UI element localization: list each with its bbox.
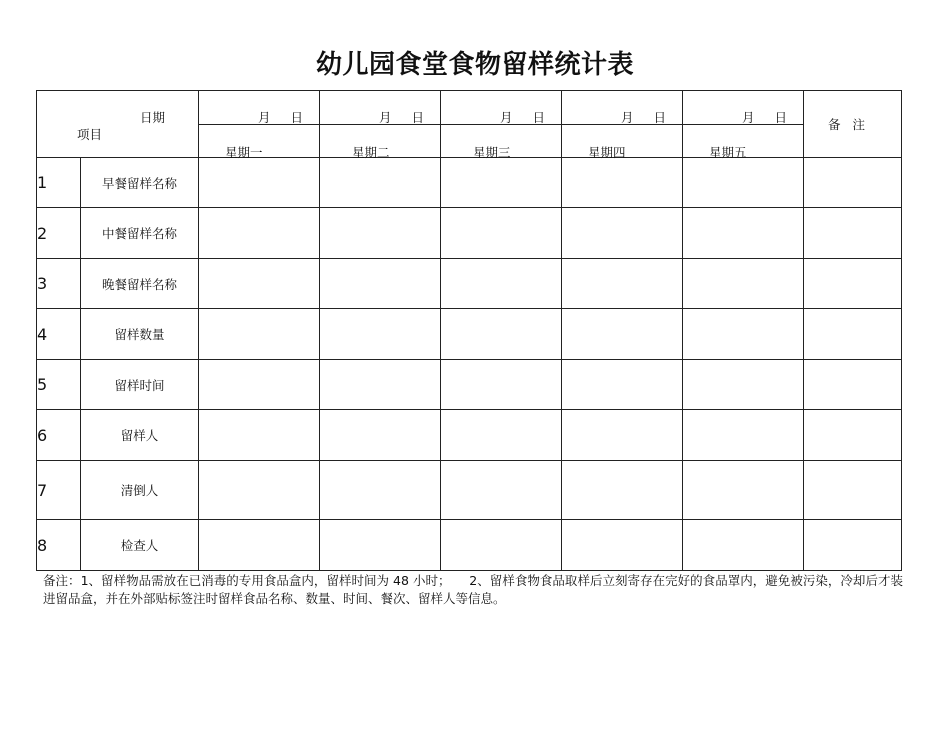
entry-cell[interactable]: [441, 309, 562, 360]
entry-cell[interactable]: [199, 208, 320, 259]
table-row: [37, 259, 902, 309]
month-label: 月: [257, 110, 271, 125]
table-row: [37, 208, 902, 259]
entry-cell[interactable]: [562, 158, 683, 208]
weekday-label: 星期五: [709, 145, 747, 160]
entry-cell[interactable]: [199, 461, 320, 520]
entry-cell[interactable]: [683, 461, 804, 520]
date-cell-mon[interactable]: [199, 91, 320, 125]
remark-cell[interactable]: [804, 309, 902, 360]
entry-cell[interactable]: [562, 410, 683, 461]
entry-cell[interactable]: [199, 158, 320, 208]
entry-cell[interactable]: [683, 410, 804, 461]
entry-cell[interactable]: [320, 520, 441, 571]
remark-cell[interactable]: [804, 158, 902, 208]
date-header-label: 日期: [140, 110, 166, 125]
entry-cell[interactable]: [562, 208, 683, 259]
remark-cell[interactable]: [804, 520, 902, 571]
remark-cell[interactable]: [804, 410, 902, 461]
entry-cell[interactable]: [562, 461, 683, 520]
sample-record-table: [36, 90, 902, 571]
table-row: [37, 520, 902, 571]
entry-cell[interactable]: [683, 360, 804, 410]
entry-cell[interactable]: [683, 259, 804, 309]
row-item-label: 清倒人: [81, 461, 199, 520]
date-cell-thu[interactable]: [562, 91, 683, 125]
remark-cell[interactable]: [804, 208, 902, 259]
date-cell-tue[interactable]: [320, 91, 441, 125]
row-item-label: 留样时间: [81, 360, 199, 410]
entry-cell[interactable]: [320, 259, 441, 309]
row-item-label: 中餐留样名称: [81, 208, 199, 259]
entry-cell[interactable]: [320, 410, 441, 461]
weekday-label: 星期三: [473, 145, 511, 160]
entry-cell[interactable]: [320, 309, 441, 360]
entry-cell[interactable]: [199, 360, 320, 410]
header-corner-cell: [37, 91, 199, 158]
month-label: 月: [741, 110, 755, 125]
entry-cell[interactable]: [441, 520, 562, 571]
entry-cell[interactable]: [441, 410, 562, 461]
day-label: 日: [411, 110, 424, 125]
entry-cell[interactable]: [683, 158, 804, 208]
row-number: 1: [37, 158, 81, 208]
entry-cell[interactable]: [320, 461, 441, 520]
row-item-label: 检查人: [81, 520, 199, 571]
item-header-label: 项目: [77, 127, 103, 142]
row-number: 6: [37, 410, 81, 461]
table-row: [37, 461, 902, 520]
weekday-label: 星期二: [352, 145, 390, 160]
entry-cell[interactable]: [199, 259, 320, 309]
entry-cell[interactable]: [199, 410, 320, 461]
weekday-cell: [562, 125, 683, 158]
entry-cell[interactable]: [683, 208, 804, 259]
entry-cell[interactable]: [199, 309, 320, 360]
remark-cell[interactable]: [804, 461, 902, 520]
row-number: 2: [37, 208, 81, 259]
weekday-cell: [320, 125, 441, 158]
entry-cell[interactable]: [562, 360, 683, 410]
month-label: 月: [499, 110, 513, 125]
entry-cell[interactable]: [441, 360, 562, 410]
row-number: 8: [37, 520, 81, 571]
entry-cell[interactable]: [562, 259, 683, 309]
row-item-label: 晚餐留样名称: [81, 259, 199, 309]
date-cell-wed[interactable]: [441, 91, 562, 125]
entry-cell[interactable]: [683, 520, 804, 571]
row-item-label: 留样人: [81, 410, 199, 461]
day-label: 日: [774, 110, 787, 125]
weekday-cell: [199, 125, 320, 158]
table-row: [37, 360, 902, 410]
day-label: 日: [290, 110, 303, 125]
table-row: [37, 309, 902, 360]
entry-cell[interactable]: [320, 208, 441, 259]
weekday-cell: [441, 125, 562, 158]
entry-cell[interactable]: [441, 461, 562, 520]
table-row: [37, 410, 902, 461]
page-title: 幼儿园食堂食物留样统计表: [315, 50, 634, 80]
row-number: 7: [37, 461, 81, 520]
entry-cell[interactable]: [683, 309, 804, 360]
month-label: 月: [620, 110, 634, 125]
row-item-label: 留样数量: [81, 309, 199, 360]
table-row: [37, 158, 902, 208]
weekday-label: 星期一: [225, 145, 263, 160]
date-cell-fri[interactable]: [683, 91, 804, 125]
row-item-label: 早餐留样名称: [81, 158, 199, 208]
row-number: 3: [37, 259, 81, 309]
month-label: 月: [378, 110, 392, 125]
entry-cell[interactable]: [441, 208, 562, 259]
entry-cell[interactable]: [562, 309, 683, 360]
entry-cell[interactable]: [199, 520, 320, 571]
weekday-label: 星期四: [588, 145, 626, 160]
footnote: 备注：1、留样物品需放在已消毒的专用食品盒内，留样时间为 48 小时； 2、留样食物食品取样后立刻寄存在完好的食品罩内，避免被污染，冷却后才装进留品盒，并在外部贴标签注时留样食品名称、数量、时间、餐次、留样人等信息。: [43, 573, 903, 606]
row-number: 5: [37, 360, 81, 410]
day-label: 日: [532, 110, 545, 125]
remark-header: 备注: [804, 91, 902, 158]
entry-cell[interactable]: [441, 158, 562, 208]
entry-cell[interactable]: [320, 158, 441, 208]
remark-cell[interactable]: [804, 259, 902, 309]
entry-cell[interactable]: [441, 259, 562, 309]
row-number: 4: [37, 309, 81, 360]
entry-cell[interactable]: [562, 520, 683, 571]
day-label: 日: [653, 110, 666, 125]
entry-cell[interactable]: [320, 360, 441, 410]
weekday-cell: [683, 125, 804, 158]
remark-cell[interactable]: [804, 360, 902, 410]
